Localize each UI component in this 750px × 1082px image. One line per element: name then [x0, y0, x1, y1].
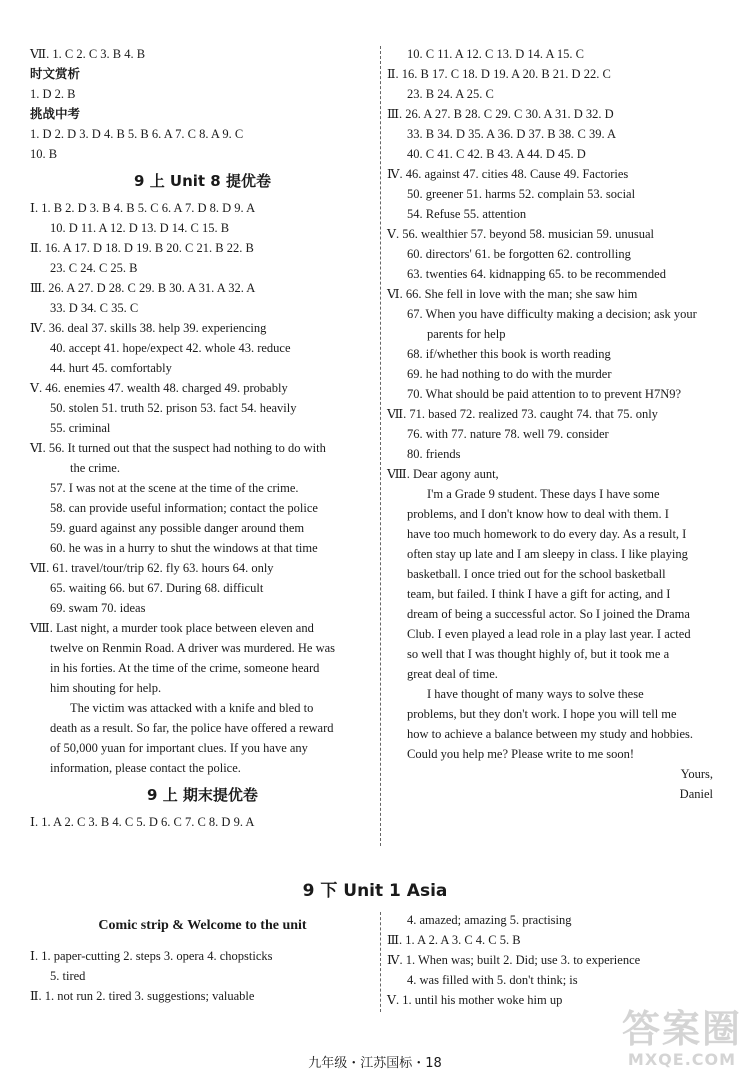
- answer-line: 33. D 34. C 35. C: [50, 301, 139, 315]
- answer-line: Ⅴ. 56. wealthier 57. beyond 58. musician 59. unusual: [387, 227, 654, 241]
- answer-line: of 50,000 yuan for important clues. If you have any: [50, 741, 308, 755]
- answer-line: 50. stolen 51. truth 52. prison 53. fact 54. heavily: [50, 401, 297, 415]
- answer-line: Could you help me? Please write to me soon!: [407, 747, 635, 761]
- answer-line: Ⅲ. 26. A 27. B 28. C 29. C 30. A 31. D 32. D: [387, 107, 614, 121]
- answer-line: Daniel: [679, 787, 713, 801]
- answer-line: have too much homework to do every day. As a result, I: [407, 527, 687, 541]
- answer-line: so well that I was thought highly of, but it took me a: [407, 647, 670, 661]
- answer-line: 59. guard against any possible danger around them: [50, 521, 305, 535]
- section-subtitle: Comic strip & Welcome to the unit: [98, 918, 307, 933]
- answer-line: Ⅰ. 1. paper-cutting 2. steps 3. opera 4. chopsticks: [30, 949, 273, 963]
- answer-line: I'm a Grade 9 student. These days I have some: [427, 487, 660, 501]
- answer-line: 70. What should be paid attention to to prevent H7N9?: [407, 387, 682, 401]
- answer-line: in his forties. At the time of the crime, someone heard: [50, 661, 320, 675]
- answer-line: The victim was attacked with a knife and bled to: [70, 701, 314, 715]
- column-divider: [380, 46, 381, 846]
- answer-line: basketball. I once tried out for the school basketball: [407, 567, 666, 581]
- answer-line: team, but failed. I think I have a gift for acting, and I: [407, 587, 671, 601]
- answer-line: 60. directors' 61. be forgotten 62. controlling: [407, 247, 631, 261]
- answer-line: 67. When you have difficulty making a decision; ask your: [407, 307, 697, 321]
- answer-line: 10. C 11. A 12. C 13. D 14. A 15. C: [407, 47, 584, 61]
- answer-line: 55. criminal: [50, 421, 111, 435]
- answer-line: 23. B 24. A 25. C: [407, 87, 494, 101]
- answer-line: Ⅴ. 1. until his mother woke him up: [387, 993, 563, 1007]
- answer-line: Ⅳ. 36. deal 37. skills 38. help 39. experiencing: [30, 321, 267, 335]
- section-title: 9 上 Unit 8 提优卷: [134, 172, 271, 190]
- answer-line: Ⅰ. 1. A 2. C 3. B 4. C 5. D 6. C 7. C 8. D 9. A: [30, 815, 255, 829]
- answer-line: Ⅰ. 1. B 2. D 3. B 4. B 5. C 6. A 7. D 8. D 9. A: [30, 201, 256, 215]
- answer-line: 33. B 34. D 35. A 36. D 37. B 38. C 39. A: [407, 127, 617, 141]
- answer-line: death as a result. So far, the police have offered a reward: [50, 721, 334, 735]
- answer-line: parents for help: [427, 327, 506, 341]
- answer-line: him shouting for help.: [50, 681, 162, 695]
- answer-line: 76. with 77. nature 78. well 79. consider: [407, 427, 609, 441]
- watermark-logo: [620, 1008, 744, 1078]
- answer-line: Ⅴ. 46. enemies 47. wealth 48. charged 49. probably: [30, 381, 288, 395]
- answer-line: Ⅶ. 1. C 2. C 3. B 4. B: [30, 47, 146, 61]
- answer-line: Ⅲ. 26. A 27. D 28. C 29. B 30. A 31. A 32. A: [30, 281, 256, 295]
- unit-title: 9 下 Unit 1 Asia: [302, 881, 448, 901]
- answer-line: Club. I even played a lead role in a play last year. I acted: [407, 627, 691, 641]
- answer-line: 50. greener 51. harms 52. complain 53. social: [407, 187, 636, 201]
- answer-line: 5. tired: [50, 969, 86, 983]
- right-column: [387, 44, 727, 804]
- answer-line: Ⅶ. 61. travel/tour/trip 62. fly 63. hours 64. only: [30, 561, 274, 575]
- answer-line: 4. was filled with 5. don't think; is: [407, 973, 578, 987]
- page-footer: 九年级・江苏国标・18: [308, 1056, 442, 1071]
- answer-line: 23. C 24. C 25. B: [50, 261, 138, 275]
- watermark-url: MXQE.COM: [627, 1050, 737, 1069]
- bottom-left-column: [30, 946, 375, 1006]
- answer-line: twelve on Renmin Road. A driver was murdered. He was: [50, 641, 336, 655]
- answer-line: 68. if/whether this book is worth reading: [407, 347, 611, 361]
- answer-line: 80. friends: [407, 447, 461, 461]
- section-title: 9 上 期末提优卷: [147, 786, 258, 804]
- answer-line: 10. D 11. A 12. D 13. D 14. C 15. B: [50, 221, 230, 235]
- watermark-text: 答案圈: [621, 1007, 742, 1051]
- answer-line: 44. hurt 45. comfortably: [50, 361, 172, 375]
- answer-line: I have thought of many ways to solve these: [427, 687, 644, 701]
- answer-line: Ⅱ. 1. not run 2. tired 3. suggestions; valuable: [30, 989, 255, 1003]
- bottom-column-divider: [380, 912, 381, 1012]
- answer-line: 65. waiting 66. but 67. During 68. difficult: [50, 581, 264, 595]
- answer-line: Ⅵ. 56. It turned out that the suspect had nothing to do with: [30, 441, 326, 455]
- answer-line: how to achieve a balance between my study and hobbies.: [407, 727, 694, 741]
- answer-line: 63. twenties 64. kidnapping 65. to be recommended: [407, 267, 666, 281]
- answer-line: 58. can provide useful information; contact the police: [50, 501, 318, 515]
- answer-line: 57. I was not at the scene at the time of the crime.: [50, 481, 299, 495]
- answer-line: Yours,: [680, 767, 713, 781]
- answer-line: Ⅱ. 16. A 17. D 18. D 19. B 20. C 21. B 22. B: [30, 241, 254, 255]
- answer-line: Ⅷ. Dear agony aunt,: [387, 467, 499, 481]
- section-heading: 挑战中考: [30, 106, 81, 121]
- left-column: [30, 44, 375, 832]
- answer-line: Ⅱ. 16. B 17. C 18. D 19. A 20. B 21. D 22. C: [387, 67, 611, 81]
- answer-line: 10. B: [30, 147, 58, 161]
- answer-line: Ⅵ. 66. She fell in love with the man; she saw him: [387, 287, 638, 301]
- answer-line: Ⅳ. 1. When was; built 2. Did; use 3. to experience: [387, 953, 641, 967]
- answer-line: Ⅶ. 71. based 72. realized 73. caught 74. that 75. only: [387, 407, 658, 421]
- answer-line: the crime.: [70, 461, 120, 475]
- answer-line: dream of being a successful actor. So I joined the Drama: [407, 607, 690, 621]
- answer-line: 1. D 2. B: [30, 87, 76, 101]
- answer-line: 69. he had nothing to do with the murder: [407, 367, 612, 381]
- answer-line: 69. swam 70. ideas: [50, 601, 146, 615]
- answer-line: 40. C 41. C 42. B 43. A 44. D 45. D: [407, 147, 586, 161]
- answer-line: 60. he was in a hurry to shut the windows at that time: [50, 541, 318, 555]
- answer-line: often stay up late and I am sleepy in class. I like playing: [407, 547, 688, 561]
- answer-line: Ⅲ. 1. A 2. A 3. C 4. C 5. B: [387, 933, 521, 947]
- answer-line: 4. amazed; amazing 5. practising: [407, 913, 572, 927]
- answer-line: 54. Refuse 55. attention: [407, 207, 527, 221]
- bottom-right-column: [387, 910, 727, 1010]
- answer-line: 1. D 2. D 3. D 4. B 5. B 6. A 7. C 8. A 9. C: [30, 127, 244, 141]
- answer-line: 40. accept 41. hope/expect 42. whole 43. reduce: [50, 341, 291, 355]
- answer-line: Ⅳ. 46. against 47. cities 48. Cause 49. Factories: [387, 167, 629, 181]
- answer-line: Ⅷ. Last night, a murder took place between eleven and: [30, 621, 314, 635]
- answer-line: problems, but they don't work. I hope you will tell me: [407, 707, 677, 721]
- section-heading: 时文赏析: [30, 66, 81, 81]
- answer-line: problems, and I don't know how to deal with them. I: [407, 507, 669, 521]
- answer-line: information, please contact the police.: [50, 761, 241, 775]
- answer-line: great deal of time.: [407, 667, 498, 681]
